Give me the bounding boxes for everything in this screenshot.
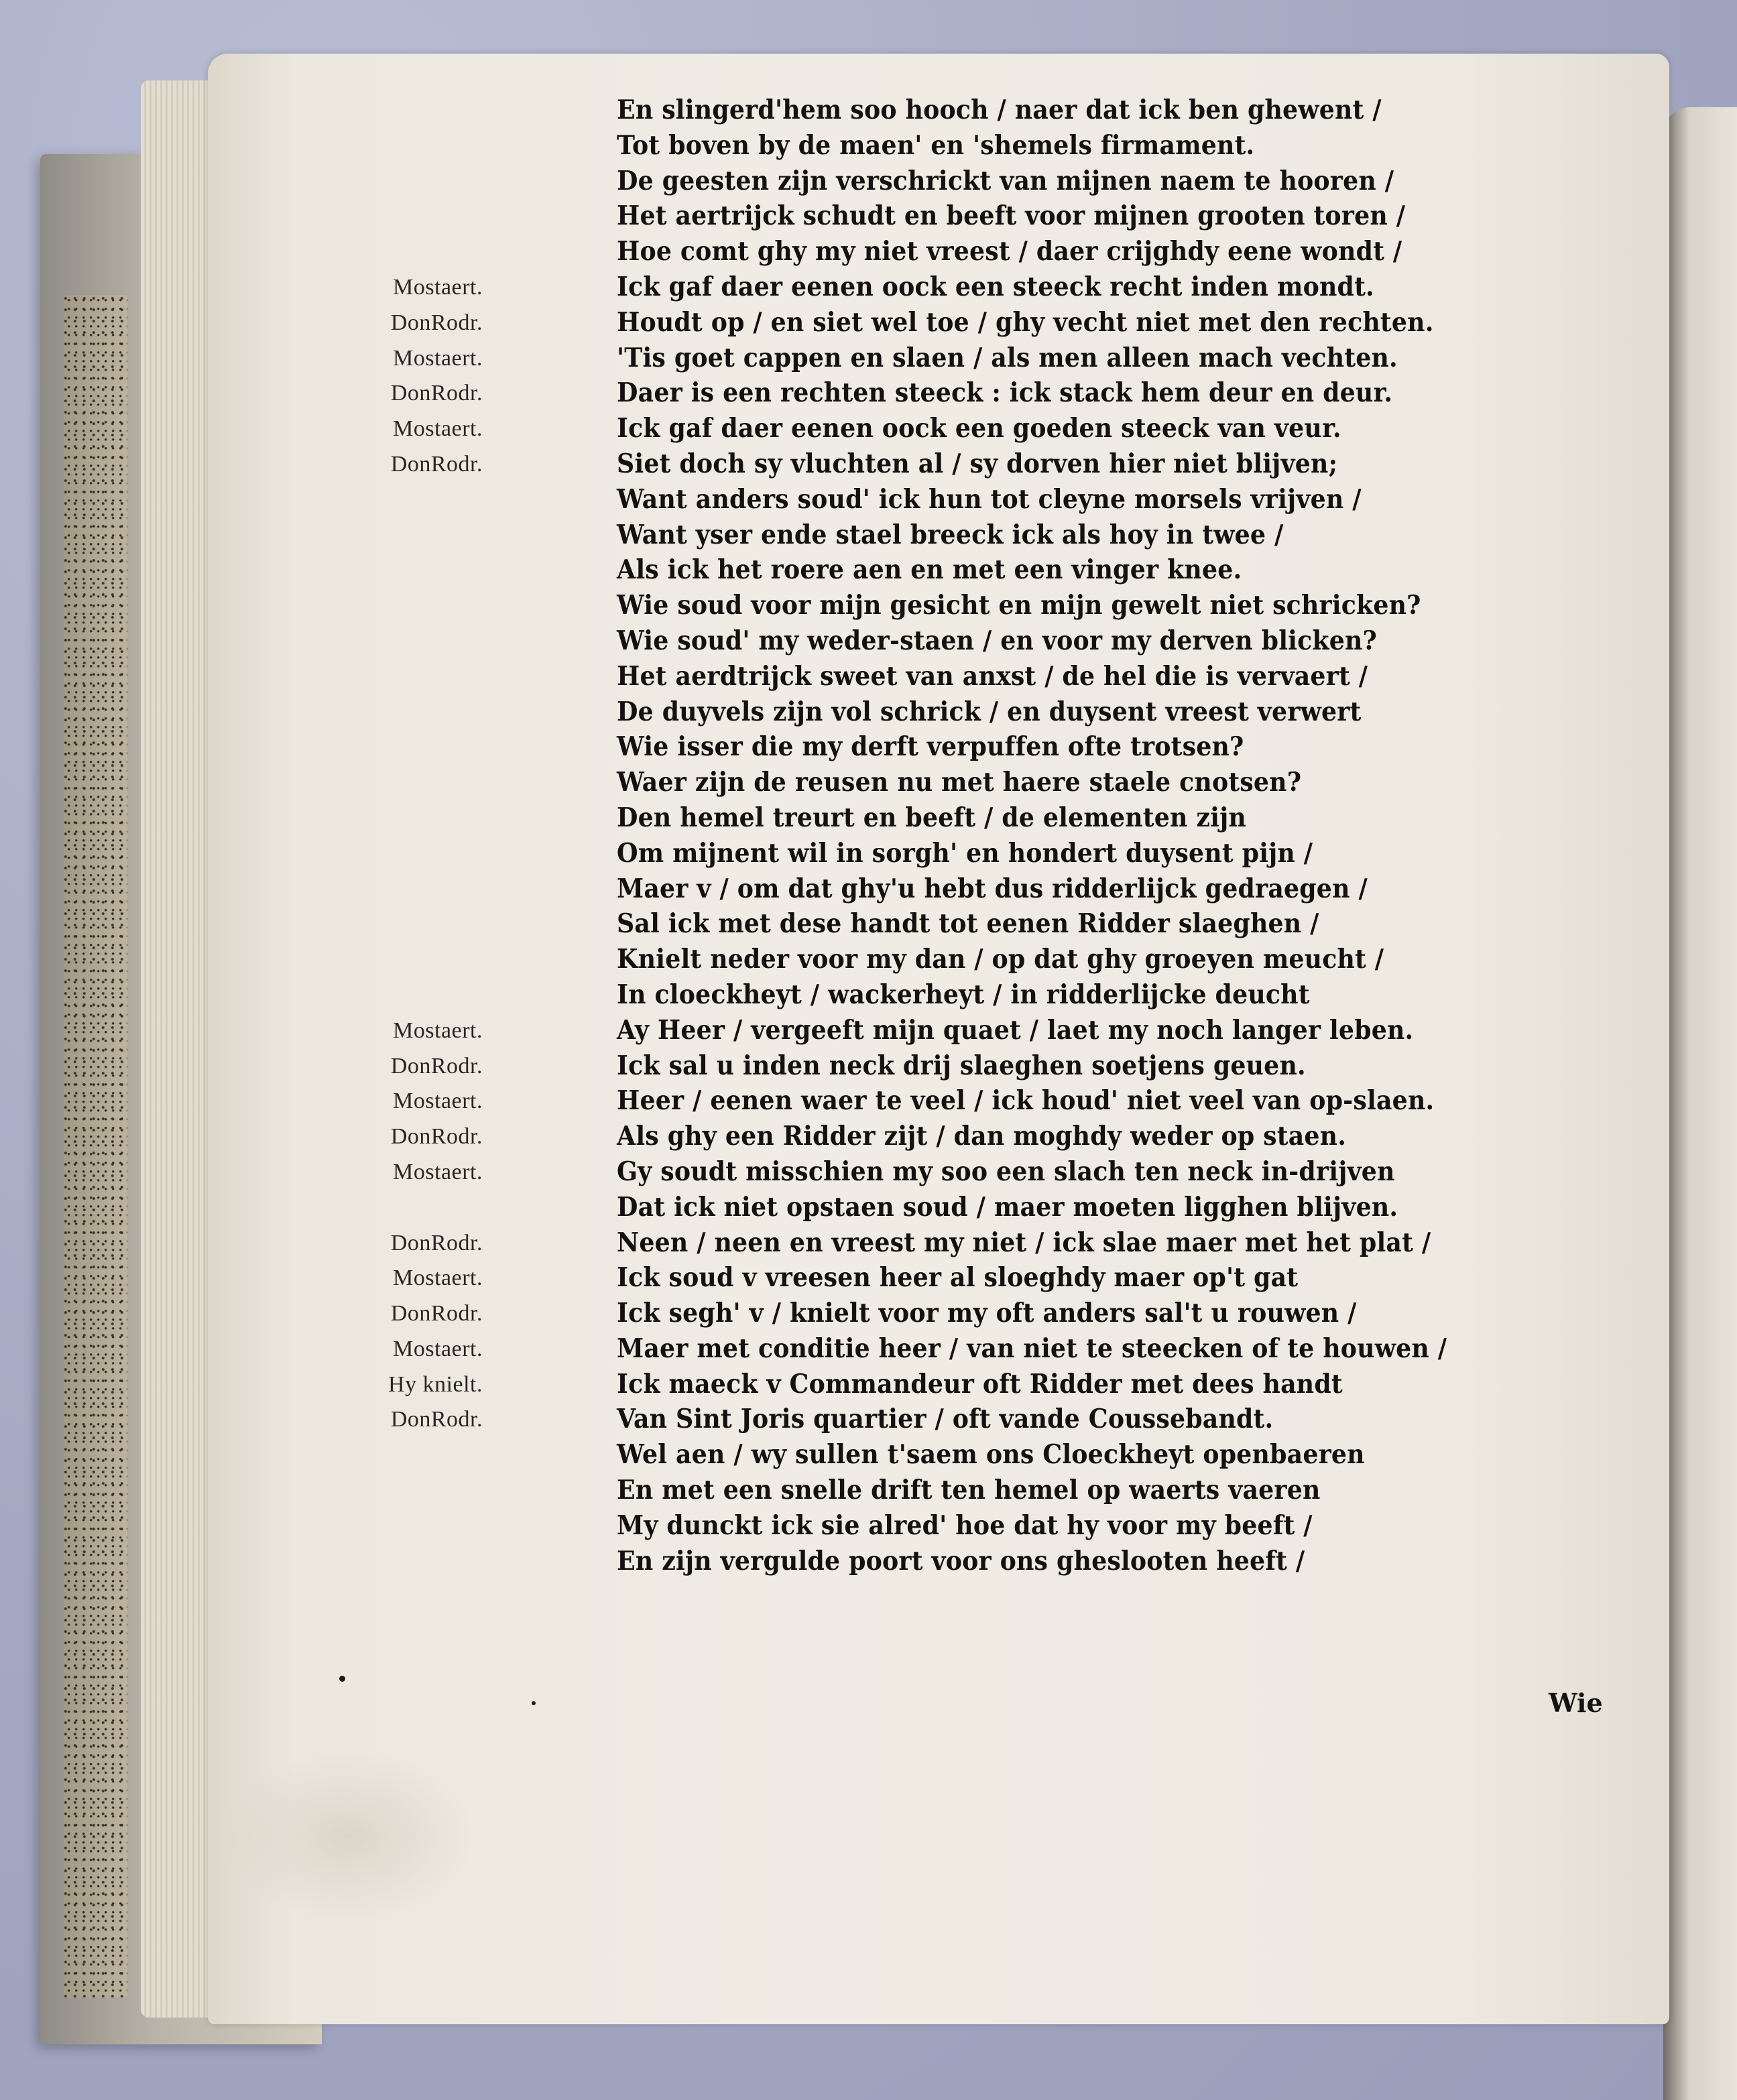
verse-line (393, 411, 1602, 446)
verse-line (402, 871, 1602, 907)
verse-line (390, 1402, 1602, 1437)
verse-text: In cloeckheyt / wackerheyt / in ridderlijcke deucht (617, 979, 1310, 1010)
verse-text: Wel aen / wy sullen t'saem ons Cloeckheyt openbaeren (617, 1439, 1365, 1471)
verse-text: Wie isser die my derft verpuffen ofte trotsen? (617, 731, 1244, 763)
verse-text: Om mijnent wil in sorgh' en hondert duysent pijn / (617, 837, 1313, 869)
verse-text: Sal ick met dese handt tot eenen Ridder slaeghen / (617, 908, 1319, 940)
speaker-name: DonRodr. (390, 1124, 483, 1150)
verse-text: En zijn verguldе poort voor ons gheslooten heeft / (617, 1545, 1305, 1577)
verse-text: Siet doch sy vluchten al / sy dorven hier niet blijven; (617, 448, 1338, 479)
verse-line (390, 1048, 1602, 1084)
verse-text: Den hemel treurt en beeft / de elementen zijn (617, 802, 1246, 833)
verse-line (393, 1083, 1602, 1119)
verse-text: En met een snelle drift ten hemel op waerts vaeren (617, 1475, 1321, 1506)
verse-text: Houdt op / en siet wel toe / ghy vecht niet met den rechten. (617, 306, 1434, 338)
verse-line (402, 552, 1602, 588)
verse-line (393, 269, 1602, 305)
verse-line (402, 836, 1602, 871)
speaker-name: Mostaert. (393, 1265, 483, 1291)
verse-line (390, 1119, 1602, 1154)
verse-line (402, 977, 1602, 1013)
verse-line (402, 800, 1602, 836)
verse-line (402, 92, 1602, 128)
verse-line (390, 375, 1602, 411)
verse-text: Ick soud v vreesen heer al sloeghdy maer op't gat (617, 1262, 1299, 1294)
verse-text: My dunckt ick sie alred' hoe dat hy voor my beeft / (617, 1509, 1313, 1541)
verse-text: Het aerdtrijck sweet van anxst / de hel die is vervaert / (617, 660, 1368, 692)
verse-line (393, 1154, 1602, 1190)
verse-line (402, 198, 1602, 234)
catchword: Wie (1549, 1688, 1603, 1718)
verse-line (402, 765, 1602, 800)
speaker-name: DonRodr. (390, 1053, 483, 1078)
verse-text: Dat ick niet opstaen soud / maer moeten ligghen blijven. (617, 1191, 1398, 1223)
verse-line (393, 341, 1602, 376)
verse-line (393, 1331, 1602, 1367)
speaker-name: Mostaert. (393, 1159, 483, 1184)
verse-line (402, 623, 1602, 659)
verse-text: Het aertrijck schudt en beeft voor mijnen grooten toren / (617, 200, 1406, 232)
verse-line (393, 1260, 1602, 1296)
verse-line (393, 1013, 1602, 1048)
verse-line (402, 588, 1602, 623)
verse-text: Knielt neder voor my dan / op dat ghy groeyen meucht / (617, 944, 1384, 975)
speaker-name: Mostaert. (393, 1017, 483, 1043)
verse-line (402, 1508, 1602, 1544)
verse-text: Ick gaf daer eenen oock een steeck recht inden mondt. (617, 271, 1374, 302)
verse-text: Van Sint Joris quartier / oft vande Coussebandt. (617, 1404, 1274, 1435)
verse-text: Heer / eenen waer te veel / ick houd' niet veel van op-slaen. (617, 1085, 1435, 1117)
verse-text: Want yser ende stael breeck ick als hoy in twee / (617, 519, 1284, 550)
verse-text: Hoe comt ghy my niet vreest / daer crijghdy eene wondt / (617, 236, 1402, 267)
verse-line (402, 1190, 1602, 1225)
verse-text: De geesten zijn verschrickt van mijnen naem te hooren / (617, 165, 1394, 196)
speaker-name: Hy knielt. (388, 1371, 483, 1397)
ink-spot (339, 1676, 345, 1682)
verse-text: En slingerd'hem soo hooch / naer dat ick ben ghewent / (617, 95, 1382, 125)
verse-line (402, 517, 1602, 553)
speaker-name: DonRodr. (390, 381, 483, 406)
verse-line (402, 164, 1602, 199)
verse-text: Daer is een rechten steeck : ick stack hem deur en deur. (617, 377, 1393, 409)
speaker-name: DonRodr. (390, 310, 483, 335)
ink-spot (532, 1701, 536, 1705)
verse-text: Als ick het roere aen en met een vinger knee. (617, 554, 1242, 586)
speaker-name: DonRodr. (390, 1230, 483, 1255)
speaker-name: Mostaert. (393, 1089, 483, 1114)
facing-page-edge (1663, 107, 1737, 2100)
verse-text: Want anders soud' ick hun tot cleyne morsels vrijven / (617, 483, 1362, 515)
verse-text: 'Tis goet cappen en slaen / als men alleen mach vechten. (617, 342, 1398, 373)
verse-line (390, 1225, 1602, 1261)
speaker-name: Mostaert. (393, 274, 483, 300)
verse-line (388, 1367, 1602, 1402)
verse-text: Ick gaf daer eenen oock een goeden steeck van veur. (617, 413, 1341, 444)
page-stain (221, 1749, 476, 1924)
verse-text: Neen / neen en vreest my niet / ick slae maer met het plat / (617, 1227, 1431, 1258)
speaker-name: Mostaert. (393, 1336, 483, 1361)
verse-line (402, 694, 1602, 730)
verse-line (390, 446, 1602, 482)
verse-text: Maer v / om dat ghy'u hebt dus ridderlijck gedraegen / (617, 873, 1368, 904)
verse-text: Maer met conditie heer / van niet te steecken of te houwen / (617, 1333, 1447, 1364)
verse-line (402, 1473, 1602, 1508)
verse-text-block (388, 92, 1602, 1579)
verse-line (390, 1296, 1602, 1331)
verse-text: Tot boven by de maen' en 'shemels firmament. (617, 129, 1255, 161)
speaker-name: Mostaert. (393, 345, 483, 371)
verse-line (402, 659, 1602, 694)
verse-line (402, 942, 1602, 977)
verse-text: Ick maeck v Commandeur oft Ridder met dees handt (617, 1368, 1343, 1400)
verse-line (402, 234, 1602, 269)
speaker-name: DonRodr. (390, 1407, 483, 1432)
verse-text: Gy soudt misschien my soo een slach ten neck in-drijven (617, 1156, 1395, 1187)
verse-line (402, 482, 1602, 517)
verse-line (402, 1437, 1602, 1473)
speaker-name: DonRodr. (390, 451, 483, 477)
verse-text: Ay Heer / vergeeft mijn quaet / laet my noch langer leben. (617, 1014, 1414, 1046)
verse-line (402, 906, 1602, 942)
verse-line (402, 1544, 1602, 1579)
verse-line (390, 305, 1602, 341)
verse-text: Ick sal u inden neck drij slaeghen soetjens geuen. (617, 1050, 1306, 1081)
verse-text: Als ghy een Ridder zijt / dan moghdy weder op staen. (617, 1121, 1347, 1152)
verse-text: Waer zijn de reusen nu met haere staele cnotsen? (617, 767, 1302, 798)
verse-text: De duyvels zijn vol schrick / en duysent vreest verwert (617, 696, 1362, 727)
speaker-name: Mostaert. (393, 416, 483, 442)
verse-line (402, 729, 1602, 765)
verse-text: Wie soud voor mijn gesicht en mijn gewelt niet schricken? (617, 590, 1421, 621)
verse-text: Wie soud' my weder-staen / en voor my derven blicken? (617, 625, 1377, 656)
verse-line (402, 128, 1602, 164)
speckled-page-edge (64, 295, 127, 1997)
speaker-name: DonRodr. (390, 1301, 483, 1326)
verse-text: Ick segh' v / knielt voor my oft anders sal't u rouwen / (617, 1298, 1357, 1329)
